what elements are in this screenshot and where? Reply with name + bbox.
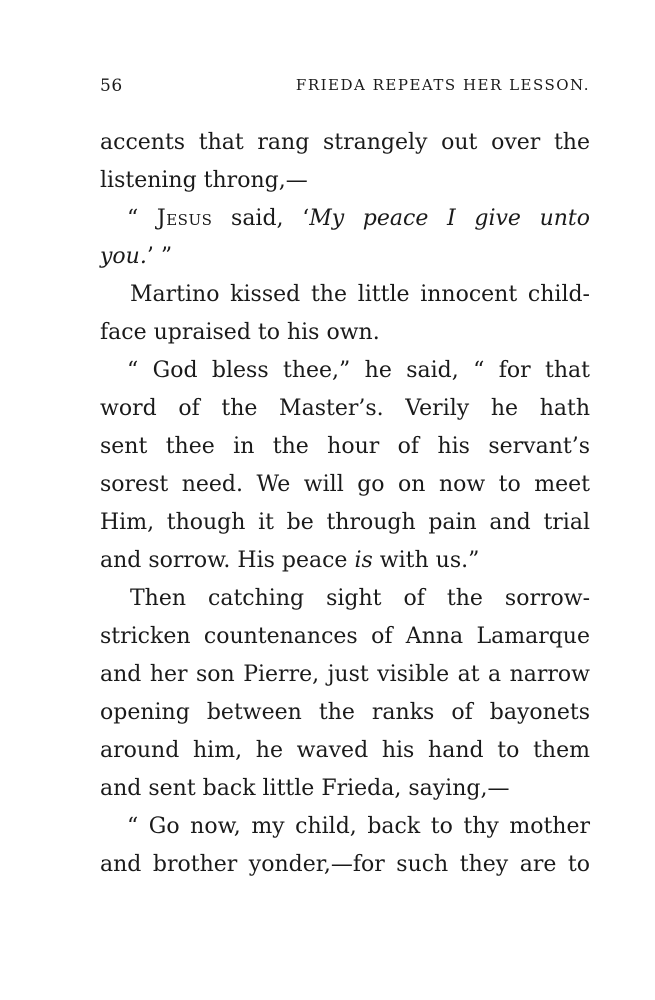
- italic-word: is: [354, 548, 373, 573]
- text-line: sent thee in the hour of his servant’s: [100, 434, 590, 459]
- text-span: ’ ”: [146, 244, 173, 269]
- text-line: Then catching sight of the sorrow-: [130, 586, 590, 611]
- italic-quote: you.: [100, 244, 147, 269]
- text-line: opening between the ranks of bayonets: [100, 700, 590, 725]
- text-line: “ God bless thee,” he said, “ for that: [127, 358, 590, 383]
- text-span: said, ‘: [212, 206, 310, 231]
- text-line: listening throng,—: [100, 168, 308, 193]
- text-line: face upraised to his own.: [100, 320, 380, 345]
- text-line: Him, though it be through pain and trial: [100, 510, 590, 535]
- body-text: [100, 124, 590, 884]
- text-span: with us.”: [372, 548, 480, 573]
- text-line: and sent back little Frieda, saying,—: [100, 776, 510, 801]
- text-line: Martino kissed the little innocent child-: [130, 282, 590, 307]
- text-line: and her son Pierre, just visible at a narrow: [100, 662, 590, 687]
- text-line: [100, 200, 590, 238]
- text-line: [100, 238, 590, 276]
- running-head: FRIEDA REPEATS HER LESSON.: [295, 76, 590, 94]
- text-line: around him, he waved his hand to them: [100, 738, 590, 763]
- text-span: “: [127, 206, 157, 231]
- text-line: [100, 542, 590, 580]
- italic-quote: My peace I give unto: [309, 206, 591, 231]
- page-number: 56: [100, 76, 123, 96]
- small-caps-word: Jesus: [156, 206, 213, 231]
- page-header: [100, 76, 590, 100]
- text-line: word of the Master’s. Verily he hath: [100, 396, 590, 421]
- text-line: accents that rang strangely out over the: [100, 130, 590, 155]
- text-line: “ Go now, my child, back to thy mother: [127, 814, 590, 839]
- text-span: and sorrow. His peace: [100, 548, 355, 573]
- text-line: and brother yonder,—for such they are to: [100, 852, 590, 877]
- text-line: sorest need. We will go on now to meet: [100, 472, 590, 497]
- text-line: stricken countenances of Anna Lamarque: [100, 624, 590, 649]
